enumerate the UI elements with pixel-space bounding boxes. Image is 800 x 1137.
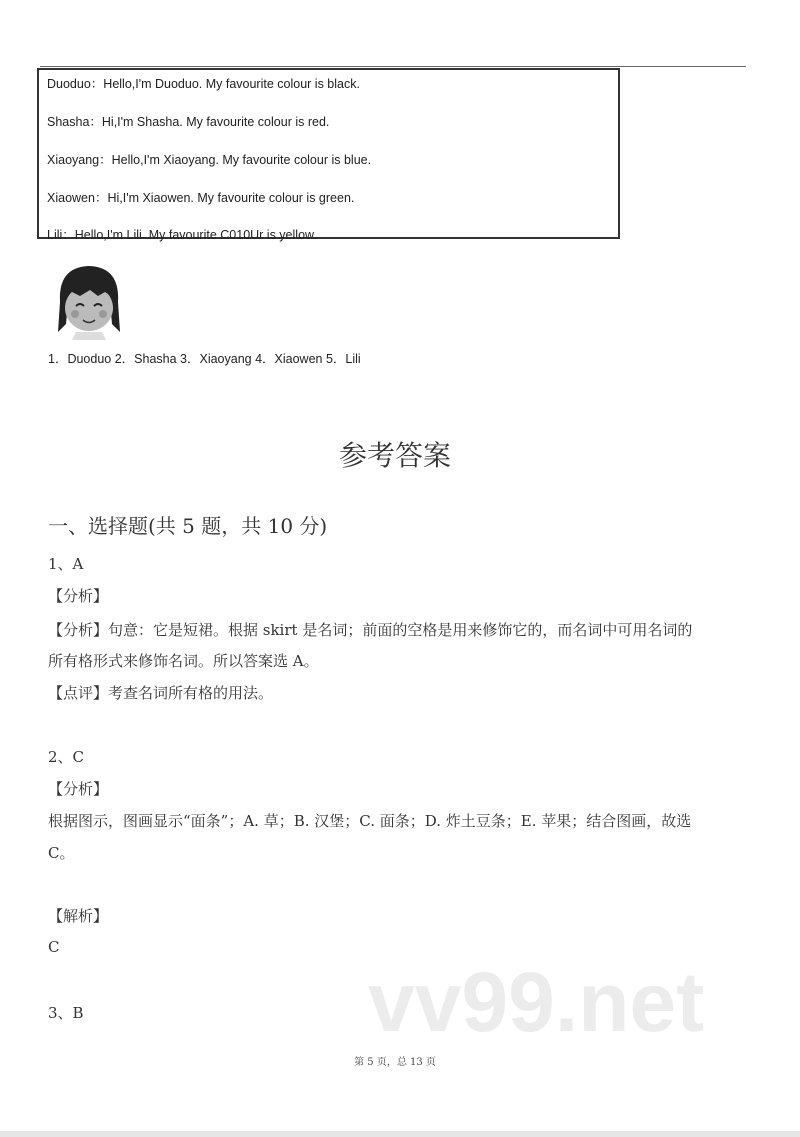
- answer-key-line: 1．Duoduo 2．Shasha 3．Xiaoyang 4．Xiaowen 5．Lili: [48, 352, 361, 366]
- header-rule: [40, 66, 746, 67]
- page-title: 参考答案: [338, 439, 451, 472]
- page-footer: 第 5 页，总 13 页: [354, 1057, 436, 1068]
- question-number: 1、A: [48, 555, 84, 573]
- dialog-line: Xiaoyang：Hello,I'm Xiaoyang. My favourite colour is blue.: [47, 153, 372, 167]
- analysis-text: 根据图示，图画显示“面条”；A. 草；B. 汉堡；C. 面条；D. 炸土豆条；E. 苹果；结合图画，故选: [48, 812, 692, 830]
- dialog-line: Lili：Hello,I'm Lili. My favourite C010Ur is yellow.: [47, 228, 317, 242]
- dialog-box: [37, 68, 620, 242]
- analysis-label: 【分析】: [48, 587, 109, 605]
- watermark: vv99.net: [368, 955, 705, 1049]
- dialog-line: Xiaowen：Hi,I'm Xiaowen. My favourite colour is green.: [47, 191, 355, 205]
- analysis-label: 【分析】: [48, 780, 109, 798]
- jiexi-label: 【解析】: [48, 907, 109, 925]
- analysis-text: 所有格形式来修饰名词。所以答案选 A。: [48, 652, 319, 670]
- analysis-text: 【分析】句意：它是短裙。根据 skirt 是名词；前面的空格是用来修饰它的，而名词中可用名词的: [48, 621, 693, 639]
- analysis-text: C。: [48, 844, 75, 862]
- dialog-line: Shasha：Hi,I'm Shasha. My favourite colour is red.: [47, 115, 330, 129]
- dialog-line: Duoduo：Hello,I'm Duoduo. My favourite colour is black.: [47, 77, 360, 91]
- question-number: 2、C: [48, 748, 85, 766]
- question-number: 3、B: [48, 1004, 84, 1022]
- girl-illustration: [50, 262, 128, 340]
- comment-text: 【点评】考查名词所有格的用法。: [48, 684, 274, 702]
- section-heading: 一、选择题(共 5 题，共 10 分): [48, 514, 328, 538]
- page-bottom-edge: [0, 1131, 800, 1137]
- jiexi-text: C: [48, 938, 60, 956]
